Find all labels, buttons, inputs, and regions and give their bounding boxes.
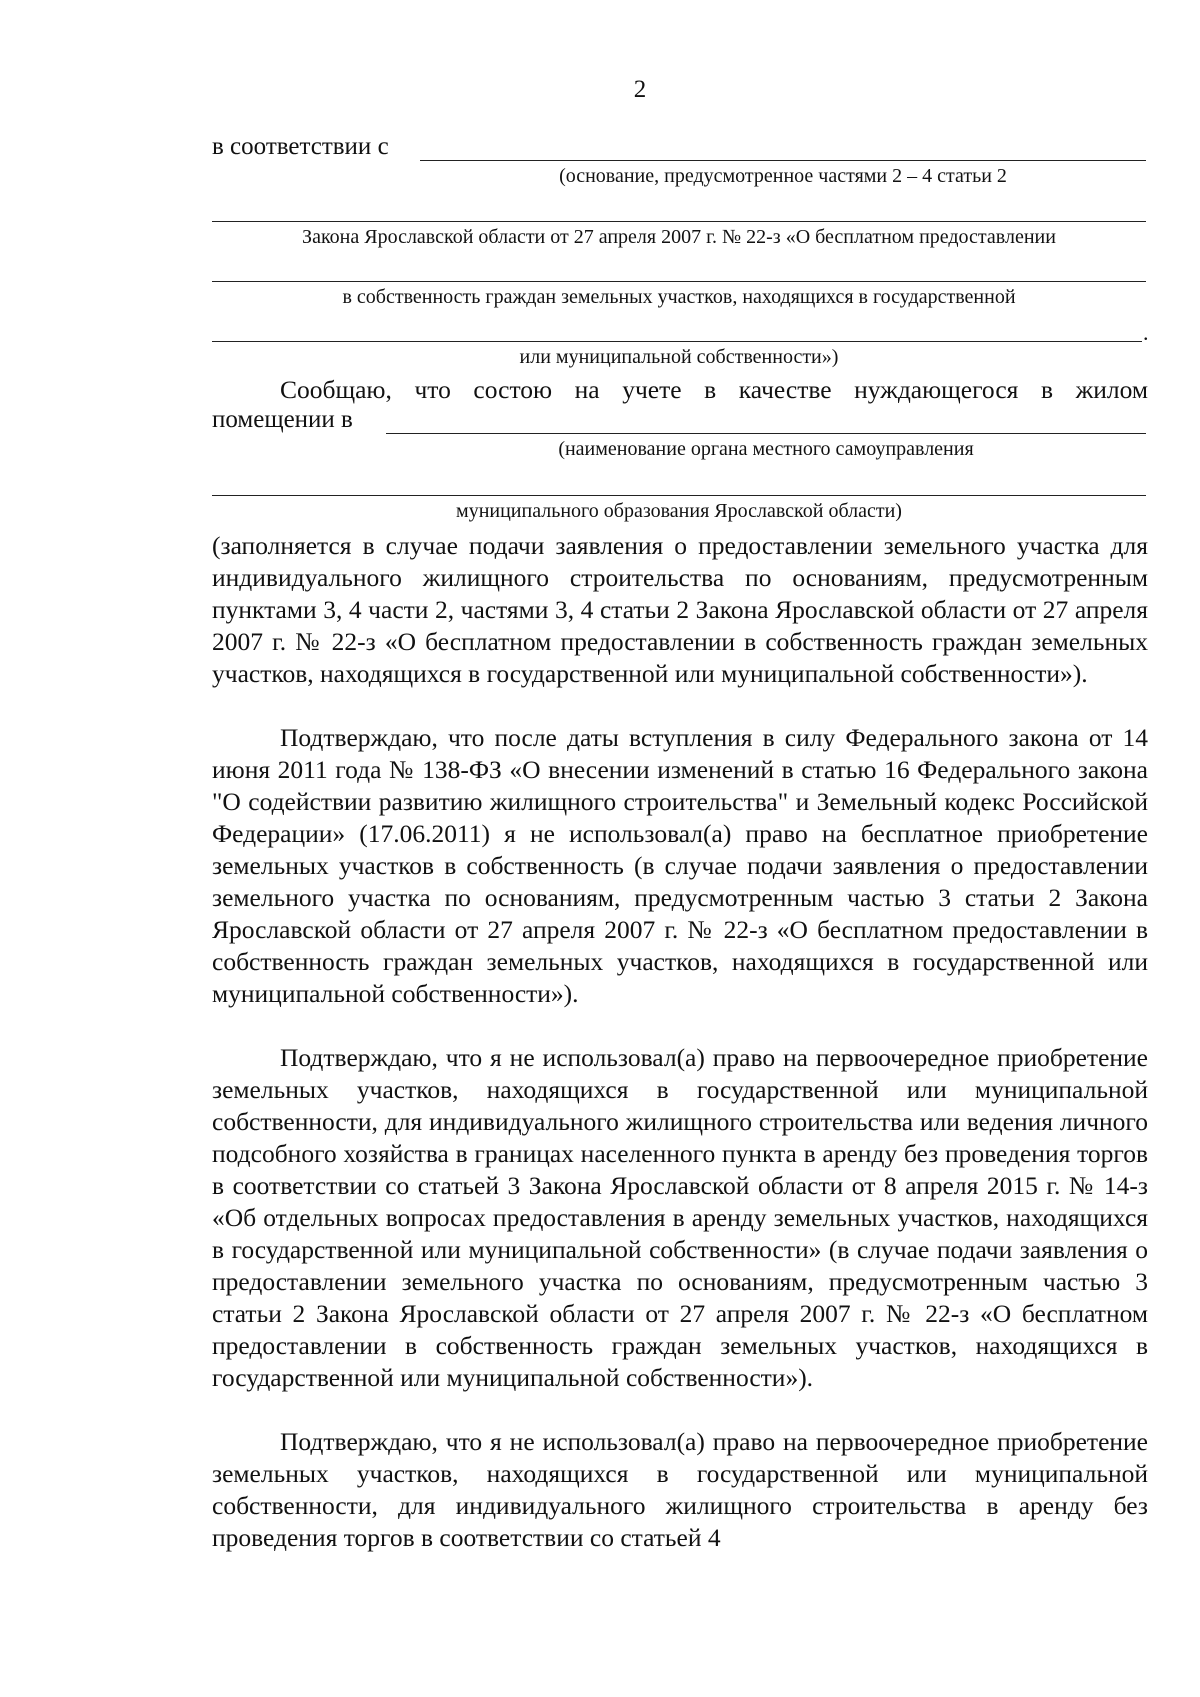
paragraph-confirmation-priority-lease-4: Подтверждаю, что я не использовал(а) право на первоочередное приобретение земельных участков, находящихся в государственной или муниципальной собственности, для индивидуального жилищного строительства в аренду без проведения торгов в соответствии со статьей 4	[212, 1427, 1148, 1552]
lead-in-accordance: в соответствии с	[212, 133, 389, 160]
caption-basis-2: Закона Ярославской области от 27 апреля 2007 г. № 22-з «О бесплатном предоставлении	[302, 226, 1056, 248]
paragraph-confirmation-free-acquisition: Подтверждаю, что после даты вступления в силу Федерального закона от 14 июня 2011 года № 138-ФЗ «О внесении изменений в статью 16 Федерального закона "О содействии развитию жилищного строительства" и Земельный кодекс Российской Федерации» (17.06.2011) я не использовал(а) право на бесплатное приобретение земельных участков в собственность (в случае подачи заявления о предоставлении земельного участка по основаниям, предусмотренным частью 3 статьи 2 Закона Ярославской области от 27 апреля 2007 г. № 22-з «О бесплатном предоставлении в собственность граждан земельных участков, находящихся в государственной или муниципальной собственности»).	[212, 723, 1148, 1008]
caption-basis-4: или муниципальной собственности»)	[519, 346, 839, 368]
lead-premises: помещении в	[212, 406, 353, 433]
paragraph-confirmation-priority-lease-3: Подтверждаю, что я не использовал(а) право на первоочередное приобретение земельных участков, находящихся в государственной или муниципальной собственности, для индивидуального жилищного строительства или ведения личного подсобного хозяйства в границах населенного пункта в аренду без проведения торгов в соответствии со статьей 3 Закона Ярославской области от 8 апреля 2015 г. № 14-з «Об отдельных вопросах предоставления в аренду земельных участков, находящихся в государственной или муниципальной собственности» (в случае подачи заявления о предоставлении земельного участка по основаниям, предусмотренным частью 3 статьи 2 Закона Ярославской области от 27 апреля 2007 г. № 22-з «О бесплатном предоставлении в собственность граждан земельных участков, находящихся в государственной или муниципальной собственности»).	[212, 1043, 1148, 1392]
statement-registered: Сообщаю, что состою на учете в качестве нуждающегося в жилом	[280, 375, 1148, 404]
field-line-basis-2[interactable]	[212, 221, 1146, 222]
caption-basis-3: в собственность граждан земельных участков, находящихся в государственной	[342, 286, 1016, 308]
caption-authority-1: (наименование органа местного самоуправления	[558, 438, 974, 460]
caption-authority-2: муниципального образования Ярославской области)	[456, 500, 902, 522]
field-line-authority-2[interactable]	[212, 495, 1146, 496]
page-number: 2	[633, 76, 647, 103]
trailing-dot: .	[1143, 320, 1149, 345]
field-line-basis-1[interactable]	[420, 160, 1146, 161]
caption-basis-1: (основание, предусмотренное частями 2 – 4 статьи 2	[559, 165, 1007, 187]
paragraph-fill-note: (заполняется в случае подачи заявления о предоставлении земельного участка для индивидуального жилищного строительства по основаниям, предусмотренным пунктами 3, 4 части 2, частями 3, 4 статьи 2 Закона Ярославской области от 27 апреля 2007 г. № 22-з «О бесплатном предоставлении в собственность граждан земельных участков, находящихся в государственной или муниципальной собственности»).	[212, 531, 1148, 688]
field-line-authority-1[interactable]	[386, 433, 1146, 434]
field-line-basis-3[interactable]	[212, 281, 1146, 282]
field-line-basis-4[interactable]	[212, 341, 1142, 342]
